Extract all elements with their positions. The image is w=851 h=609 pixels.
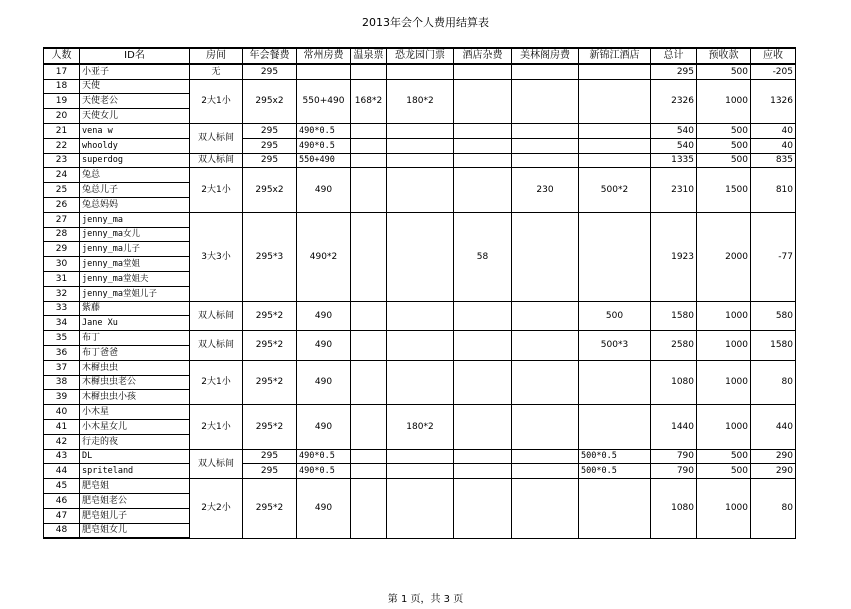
cell-count: 21 — [44, 123, 80, 138]
cell-count: 37 — [44, 360, 80, 375]
cell-total: 1335 — [651, 153, 697, 168]
cell-count: 40 — [44, 405, 80, 420]
cell-hot: 168*2 — [351, 79, 387, 123]
cell-count: 25 — [44, 183, 80, 198]
cell-hot — [351, 123, 387, 138]
cell-count: 17 — [44, 64, 80, 79]
cell-hot — [351, 138, 387, 153]
cell-id: 肥皂姐儿子 — [80, 508, 190, 523]
cell-room: 双人标间 — [190, 331, 243, 361]
cell-prepaid: 1500 — [697, 168, 751, 212]
cell-count: 20 — [44, 109, 80, 124]
cell-hot — [351, 153, 387, 168]
cell-prepaid: 500 — [697, 123, 751, 138]
header-total: 总计 — [651, 48, 697, 64]
cell-mlg — [512, 464, 579, 479]
cell-dino — [387, 464, 454, 479]
cell-room: 双人标间 — [190, 123, 243, 153]
cell-prepaid: 2000 — [697, 212, 751, 301]
cell-xjj — [579, 360, 651, 404]
cell-prepaid: 500 — [697, 153, 751, 168]
cell-id: 兔总妈妈 — [80, 197, 190, 212]
cell-cz: 490 — [297, 479, 351, 539]
cell-due: 80 — [751, 479, 796, 539]
cell-mlg — [512, 301, 579, 331]
cell-id: 天使女儿 — [80, 109, 190, 124]
cell-due: 580 — [751, 301, 796, 331]
cell-room: 2大1小 — [190, 360, 243, 404]
cell-cz: 490*0.5 — [297, 464, 351, 479]
cell-prepaid: 500 — [697, 464, 751, 479]
cell-room: 双人标间 — [190, 153, 243, 168]
cell-meal: 295*2 — [243, 405, 297, 449]
cell-meal: 295x2 — [243, 79, 297, 123]
cell-misc: 58 — [454, 212, 512, 301]
cell-total: 1923 — [651, 212, 697, 301]
cell-meal: 295*2 — [243, 331, 297, 361]
cell-id: 小木星女儿 — [80, 419, 190, 434]
cell-mlg — [512, 123, 579, 138]
cell-id: superdog — [80, 153, 190, 168]
cell-meal: 295*2 — [243, 301, 297, 331]
cell-id: 木樨虫虫老公 — [80, 375, 190, 390]
cell-id: 布丁 — [80, 331, 190, 346]
cell-total: 1440 — [651, 405, 697, 449]
cell-id: jenny_ma堂姐夫 — [80, 271, 190, 286]
cell-id: 木樨虫虫小孩 — [80, 390, 190, 405]
cell-misc — [454, 79, 512, 123]
cell-prepaid: 1000 — [697, 360, 751, 404]
header-meilinge: 美林阁房费 — [512, 48, 579, 64]
cell-meal: 295*2 — [243, 360, 297, 404]
cell-id: 兔总 — [80, 168, 190, 183]
cell-dino: 180*2 — [387, 405, 454, 449]
cell-prepaid: 1000 — [697, 79, 751, 123]
cell-dino — [387, 479, 454, 539]
cell-id: jenny_ma女儿 — [80, 227, 190, 242]
cell-count: 24 — [44, 168, 80, 183]
cell-dino: 180*2 — [387, 79, 454, 123]
cell-xjj — [579, 64, 651, 79]
cell-total: 790 — [651, 449, 697, 464]
cell-meal: 295 — [243, 64, 297, 79]
cell-due: -205 — [751, 64, 796, 79]
cell-misc — [454, 405, 512, 449]
cell-room: 双人标间 — [190, 301, 243, 331]
cell-count: 29 — [44, 242, 80, 257]
cell-hot — [351, 479, 387, 539]
cell-prepaid: 500 — [697, 138, 751, 153]
cell-mlg: 230 — [512, 168, 579, 212]
cell-due: 290 — [751, 464, 796, 479]
cell-count: 28 — [44, 227, 80, 242]
cell-cz: 490*0.5 — [297, 138, 351, 153]
cell-meal: 295*3 — [243, 212, 297, 301]
cell-id: jenny_ma — [80, 212, 190, 227]
cell-misc — [454, 479, 512, 539]
cell-mlg — [512, 64, 579, 79]
cell-count: 43 — [44, 449, 80, 464]
cell-count: 39 — [44, 390, 80, 405]
cell-total: 2580 — [651, 331, 697, 361]
cell-cz: 490*0.5 — [297, 449, 351, 464]
header-row — [44, 48, 796, 64]
cell-due: 40 — [751, 138, 796, 153]
cell-count: 26 — [44, 197, 80, 212]
cell-meal: 295 — [243, 138, 297, 153]
cell-meal: 295*2 — [243, 479, 297, 539]
cell-prepaid: 1000 — [697, 331, 751, 361]
cell-count: 36 — [44, 345, 80, 360]
cell-misc — [454, 153, 512, 168]
cell-id: 肥皂姐女儿 — [80, 523, 190, 538]
cell-total: 295 — [651, 64, 697, 79]
cell-due: 440 — [751, 405, 796, 449]
cell-mlg — [512, 331, 579, 361]
cell-xjj: 500*0.5 — [579, 449, 651, 464]
cell-id: Jane Xu — [80, 316, 190, 331]
table-row — [44, 123, 796, 138]
cell-cz: 490 — [297, 168, 351, 212]
cell-id: 兔总儿子 — [80, 183, 190, 198]
cell-cz: 490*0.5 — [297, 123, 351, 138]
cell-total: 1080 — [651, 360, 697, 404]
cell-mlg — [512, 153, 579, 168]
cell-misc — [454, 168, 512, 212]
cell-xjj: 500 — [579, 301, 651, 331]
cell-misc — [454, 64, 512, 79]
table-row — [44, 212, 796, 227]
cell-misc — [454, 301, 512, 331]
table-row — [44, 479, 796, 494]
table-row — [44, 301, 796, 316]
header-changzhou-room: 常州房费 — [297, 48, 351, 64]
cell-count: 23 — [44, 153, 80, 168]
cell-id: jenny_ma堂姐 — [80, 257, 190, 272]
cell-xjj — [579, 79, 651, 123]
table-row — [44, 331, 796, 346]
header-xinjinjiang: 新锦江酒店 — [579, 48, 651, 64]
header-prepaid: 预收款 — [697, 48, 751, 64]
cell-id: 肥皂姐老公 — [80, 493, 190, 508]
cell-count: 46 — [44, 493, 80, 508]
cell-xjj — [579, 153, 651, 168]
cell-count: 30 — [44, 257, 80, 272]
cell-mlg — [512, 138, 579, 153]
cell-hot — [351, 168, 387, 212]
cell-due: 40 — [751, 123, 796, 138]
cell-hot — [351, 449, 387, 464]
cell-prepaid: 1000 — [697, 405, 751, 449]
cell-prepaid: 500 — [697, 64, 751, 79]
cell-room: 双人标间 — [190, 449, 243, 479]
cell-misc — [454, 123, 512, 138]
cell-meal: 295 — [243, 464, 297, 479]
cell-dino — [387, 212, 454, 301]
cell-dino — [387, 449, 454, 464]
cell-id: jenny_ma儿子 — [80, 242, 190, 257]
cell-hot — [351, 212, 387, 301]
cell-count: 45 — [44, 479, 80, 494]
cell-xjj: 500*0.5 — [579, 464, 651, 479]
cell-xjj — [579, 123, 651, 138]
cell-dino — [387, 153, 454, 168]
cell-mlg — [512, 405, 579, 449]
cell-room: 无 — [190, 64, 243, 79]
cell-count: 19 — [44, 94, 80, 109]
cell-meal: 295 — [243, 153, 297, 168]
cell-dino — [387, 168, 454, 212]
cell-cz: 490 — [297, 301, 351, 331]
cell-id: 布丁爸爸 — [80, 345, 190, 360]
table-row — [44, 64, 796, 79]
cell-id: 天使 — [80, 79, 190, 94]
table-row — [44, 153, 796, 168]
sheet-title: 2013年会个人费用结算表 — [362, 16, 489, 29]
cell-due: 1580 — [751, 331, 796, 361]
cell-room: 2大2小 — [190, 479, 243, 539]
cell-cz: 490 — [297, 360, 351, 404]
table-row — [44, 449, 796, 464]
table-row — [44, 138, 796, 153]
cell-id: 天使老公 — [80, 94, 190, 109]
header-room: 房间 — [190, 48, 243, 64]
cell-xjj — [579, 479, 651, 539]
cell-hot — [351, 64, 387, 79]
cell-due: 810 — [751, 168, 796, 212]
cell-misc — [454, 449, 512, 464]
cell-misc — [454, 464, 512, 479]
cell-id: spriteland — [80, 464, 190, 479]
cell-room: 2大1小 — [190, 79, 243, 123]
cell-due: 80 — [751, 360, 796, 404]
cell-dino — [387, 138, 454, 153]
cell-xjj: 500*2 — [579, 168, 651, 212]
cell-id: 行走的夜 — [80, 434, 190, 449]
cell-id: DL — [80, 449, 190, 464]
cell-room: 3大3小 — [190, 212, 243, 301]
cell-id: jenny_ma堂姐儿子 — [80, 286, 190, 301]
cell-id: vena w — [80, 123, 190, 138]
cell-count: 48 — [44, 523, 80, 538]
table-row — [44, 464, 796, 479]
cell-total: 540 — [651, 138, 697, 153]
page-footer: 第 1 页，共 3 页 — [387, 594, 464, 605]
cell-count: 22 — [44, 138, 80, 153]
cell-total: 1080 — [651, 479, 697, 539]
cell-hot — [351, 405, 387, 449]
cell-id: whooldy — [80, 138, 190, 153]
cell-cz — [297, 64, 351, 79]
header-hot-spring: 温泉票 — [351, 48, 387, 64]
cell-dino — [387, 331, 454, 361]
cell-due: 290 — [751, 449, 796, 464]
cell-mlg — [512, 449, 579, 464]
cell-count: 18 — [44, 79, 80, 94]
cell-misc — [454, 331, 512, 361]
cell-due: 835 — [751, 153, 796, 168]
cell-xjj: 500*3 — [579, 331, 651, 361]
cell-prepaid: 1000 — [697, 479, 751, 539]
cell-count: 32 — [44, 286, 80, 301]
cell-misc — [454, 360, 512, 404]
cell-count: 42 — [44, 434, 80, 449]
cell-room: 2大1小 — [190, 405, 243, 449]
cell-misc — [454, 138, 512, 153]
cell-dino — [387, 64, 454, 79]
cell-total: 2310 — [651, 168, 697, 212]
table-row — [44, 360, 796, 375]
cell-hot — [351, 464, 387, 479]
cell-id: 小木星 — [80, 405, 190, 420]
cell-meal: 295 — [243, 123, 297, 138]
cell-mlg — [512, 360, 579, 404]
cell-count: 33 — [44, 301, 80, 316]
cell-cz: 490 — [297, 405, 351, 449]
cell-mlg — [512, 79, 579, 123]
cell-id: 肥皂姐 — [80, 479, 190, 494]
settlement-table — [43, 47, 796, 539]
table-row — [44, 405, 796, 420]
cell-due: 1326 — [751, 79, 796, 123]
cell-count: 27 — [44, 212, 80, 227]
cell-meal: 295 — [243, 449, 297, 464]
table-row — [44, 79, 796, 94]
cell-count: 41 — [44, 419, 80, 434]
cell-total: 2326 — [651, 79, 697, 123]
cell-prepaid: 1000 — [697, 301, 751, 331]
header-hotel-misc: 酒店杂费 — [454, 48, 512, 64]
cell-id: 木樨虫虫 — [80, 360, 190, 375]
cell-dino — [387, 123, 454, 138]
cell-prepaid: 500 — [697, 449, 751, 464]
cell-count: 44 — [44, 464, 80, 479]
table-row — [44, 168, 796, 183]
cell-due: -77 — [751, 212, 796, 301]
cell-mlg — [512, 212, 579, 301]
cell-dino — [387, 360, 454, 404]
cell-xjj — [579, 138, 651, 153]
cell-cz: 550+490 — [297, 79, 351, 123]
cell-count: 35 — [44, 331, 80, 346]
cell-id: 小亚子 — [80, 64, 190, 79]
cell-total: 540 — [651, 123, 697, 138]
header-count: 人数 — [44, 48, 80, 64]
header-dino-park: 恐龙园门票 — [387, 48, 454, 64]
cell-xjj — [579, 405, 651, 449]
cell-hot — [351, 331, 387, 361]
cell-hot — [351, 360, 387, 404]
cell-id: 紫藤 — [80, 301, 190, 316]
cell-meal: 295x2 — [243, 168, 297, 212]
cell-cz: 490 — [297, 331, 351, 361]
cell-hot — [351, 301, 387, 331]
header-meal: 年会餐费 — [243, 48, 297, 64]
cell-total: 790 — [651, 464, 697, 479]
cell-xjj — [579, 212, 651, 301]
cell-dino — [387, 301, 454, 331]
cell-room: 2大1小 — [190, 168, 243, 212]
cell-mlg — [512, 479, 579, 539]
cell-count: 38 — [44, 375, 80, 390]
header-due: 应收 — [751, 48, 796, 64]
cell-cz: 550+490 — [297, 153, 351, 168]
cell-count: 34 — [44, 316, 80, 331]
header-id: ID名 — [80, 48, 190, 64]
cell-cz: 490*2 — [297, 212, 351, 301]
cell-total: 1580 — [651, 301, 697, 331]
cell-count: 31 — [44, 271, 80, 286]
cell-count: 47 — [44, 508, 80, 523]
